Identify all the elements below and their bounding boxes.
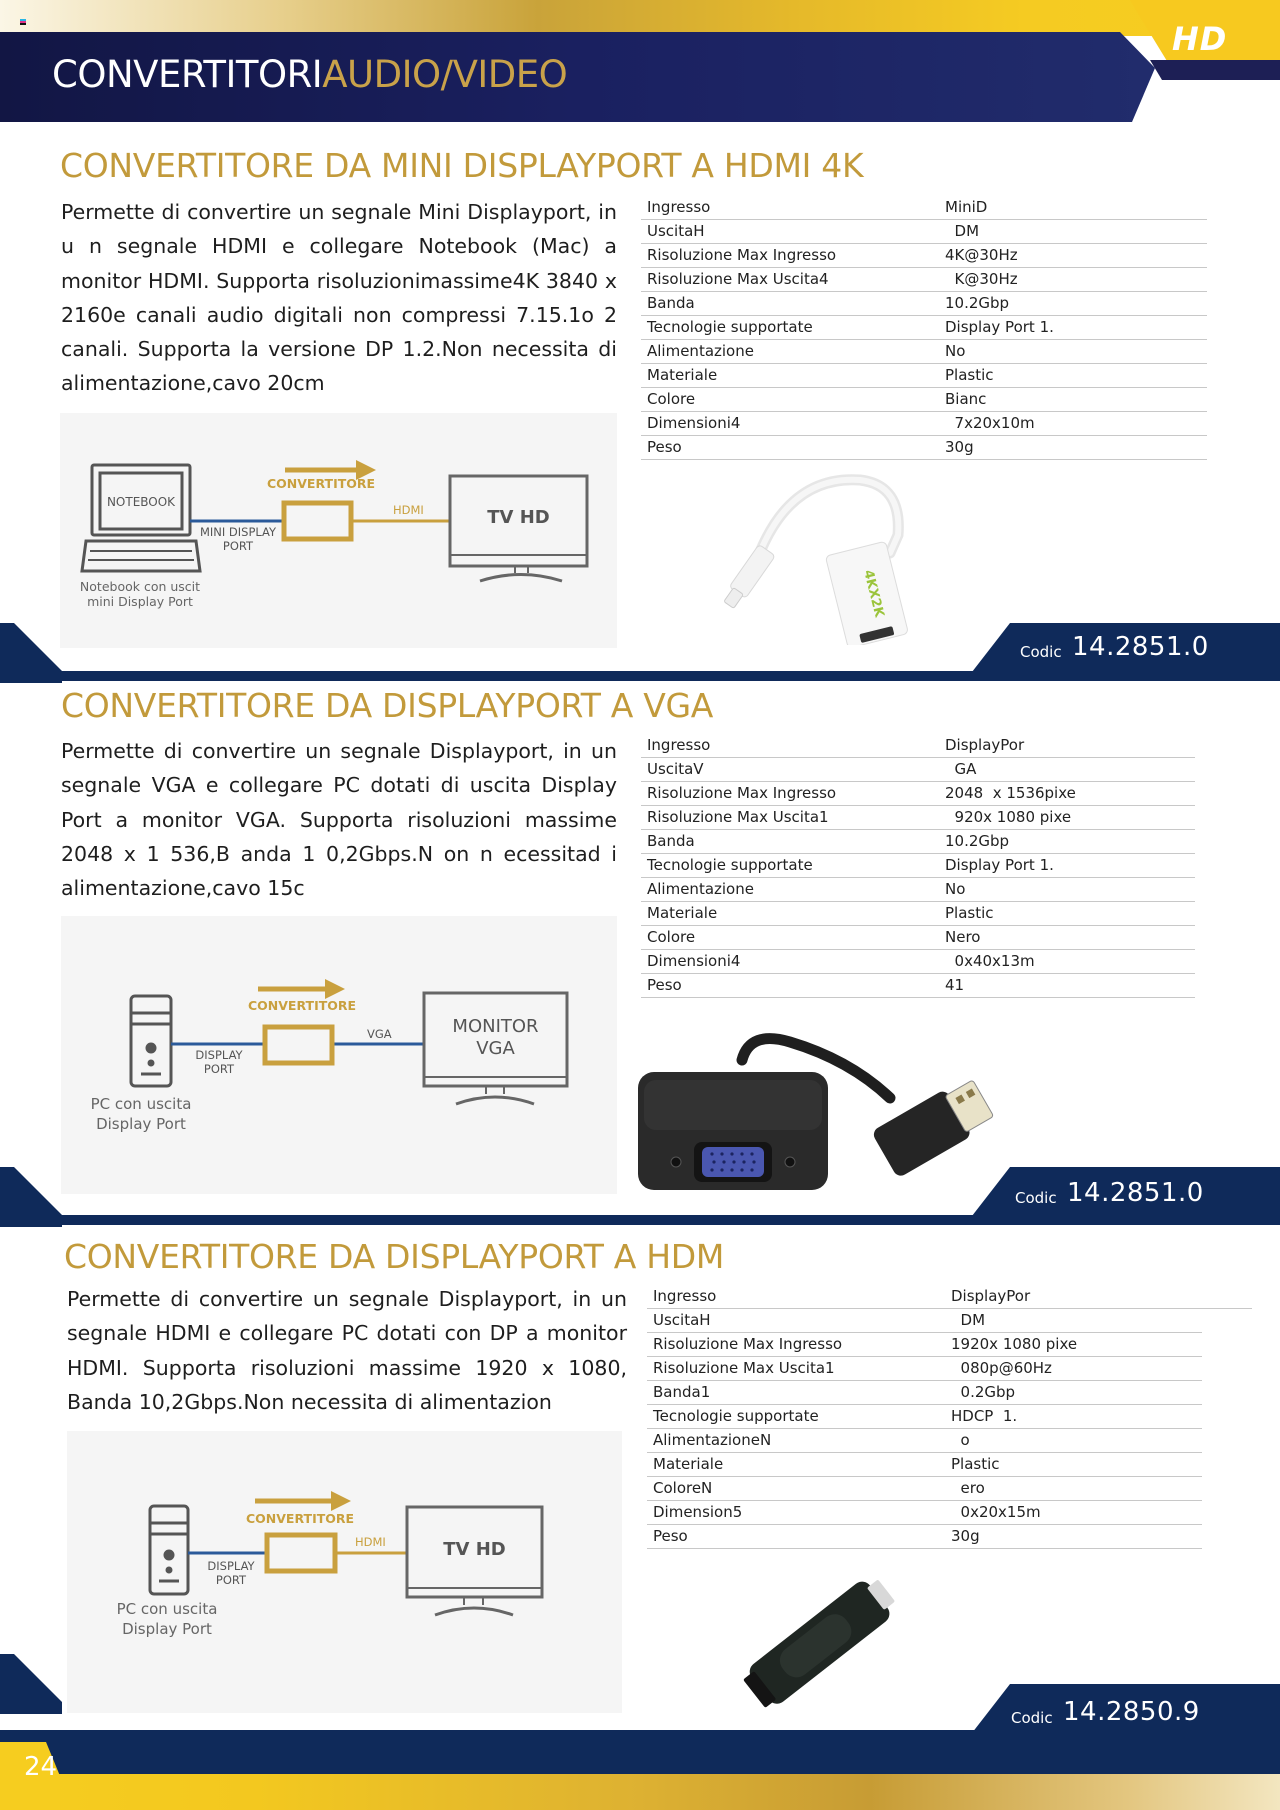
spec-label: Risoluzione Max Ingresso	[647, 246, 837, 264]
spec-value: 920x 1080 pixe	[945, 808, 1072, 826]
product-code-band	[0, 1167, 1280, 1227]
spec-label: Risoluzione Max Ingresso	[647, 784, 837, 802]
spec-label: Risoluzione Max Uscita1	[653, 1359, 835, 1377]
spec-value: 10.2Gbp	[945, 832, 1010, 850]
header-gold-strip	[0, 0, 1280, 36]
spec-value: Nero	[945, 928, 981, 946]
input-port-label: DISPLAY PORT	[195, 1048, 243, 1076]
spec-value: ero	[951, 1479, 985, 1497]
spec-label: Peso	[653, 1527, 688, 1545]
spec-row-materiale	[647, 1453, 1202, 1477]
spec-row-banda	[647, 1381, 1202, 1405]
spec-row-ris-ingresso	[647, 1333, 1202, 1357]
spec-label: Alimentazione	[647, 342, 754, 360]
spec-row-banda	[641, 292, 1207, 316]
spec-row-colore	[641, 926, 1195, 950]
product-image-white-adapter	[720, 465, 920, 645]
spec-value: DisplayPor	[945, 736, 1025, 754]
spec-row-ris-ingresso	[641, 244, 1207, 268]
hd-badge-shadow	[1150, 60, 1280, 80]
spec-row-tecnologie	[641, 316, 1207, 340]
source-caption: PC con uscita Display Port	[116, 1600, 218, 1638]
spec-value: 2048 x 1536pixe	[945, 784, 1076, 802]
svg-text:4KX2K: 4KX2K	[860, 568, 887, 619]
spec-label: Ingresso	[647, 736, 711, 754]
footer-gold-strip	[0, 1774, 1280, 1810]
page-title	[52, 52, 567, 98]
product-code: 14.2850.9	[1063, 1697, 1200, 1727]
spec-table	[647, 1285, 1202, 1549]
spec-row-colore	[641, 388, 1207, 412]
spec-row-ris-uscita	[647, 1357, 1202, 1381]
spec-value: No	[945, 880, 966, 898]
spec-label: Banda	[647, 294, 695, 312]
spec-value: 0x40x13m	[945, 952, 1035, 970]
output-port-label: HDMI	[355, 1535, 386, 1549]
monitor-label: MONITOR VGA	[452, 1016, 539, 1059]
spec-value: 0x20x15m	[951, 1503, 1041, 1521]
product-description: Permette di convertire un segnale Displayport, in un segnale VGA e collegare PC dotati di uscita Display Port a monitor VGA. Supporta risoluzioni massime 2048 x 1 536,B anda 1 0,2Gbps.N on n ecessitad i alimentazione,cavo 15c	[61, 739, 617, 901]
output-port-label: VGA	[367, 1027, 392, 1041]
product-image-vga-adapter	[630, 1020, 1030, 1190]
spec-row-ris-ingresso	[641, 782, 1195, 806]
spec-value: 41	[945, 976, 965, 994]
notebook-box-label: NOTEBOOK	[106, 495, 176, 509]
spec-label: Materiale	[647, 366, 718, 384]
spec-value: DM	[951, 1311, 986, 1329]
spec-label: Tecnologie supportate	[647, 856, 813, 874]
spec-label: UscitaV	[647, 760, 704, 778]
spec-row-materiale	[641, 902, 1195, 926]
connection-diagram	[61, 916, 617, 1194]
spec-label: Risoluzione Max Uscita4	[647, 270, 829, 288]
spec-label: Banda	[647, 832, 695, 850]
spec-value: 30g	[951, 1527, 980, 1545]
spec-row-colore	[647, 1477, 1202, 1501]
connection-diagram	[67, 1431, 622, 1713]
spec-label: UscitaH	[653, 1311, 711, 1329]
spec-table	[641, 196, 1207, 460]
spec-value: MiniD	[945, 198, 988, 216]
spec-row-dimensioni	[641, 950, 1195, 974]
input-port-label: MINI DISPLAY PORT	[199, 525, 277, 553]
spec-row-ingresso	[641, 734, 1195, 758]
converter-label: CONVERTITORE	[246, 1511, 355, 1526]
spec-row-ris-uscita	[641, 806, 1195, 830]
spec-row-peso	[647, 1525, 1202, 1549]
tv-label: TV HD	[487, 507, 550, 528]
tv-icon	[450, 476, 587, 581]
spec-value: Plastic	[945, 904, 994, 922]
spec-value: K@30Hz	[945, 270, 1018, 288]
spec-label: Dimensioni4	[647, 952, 741, 970]
converter-label: CONVERTITORE	[248, 998, 357, 1013]
spec-label: ColoreN	[653, 1479, 713, 1497]
spec-table	[641, 734, 1195, 998]
product-title: CONVERTITORE DA MINI DISPLAYPORT A HDMI 4K	[60, 146, 864, 185]
spec-value: 0.2Gbp	[951, 1383, 1016, 1401]
spec-label: AlimentazioneN	[653, 1431, 772, 1449]
spec-row-banda	[641, 830, 1195, 854]
spec-value: Plastic	[951, 1455, 1000, 1473]
converter-box-icon	[265, 1027, 332, 1063]
spec-value: HDCP 1.	[951, 1407, 1018, 1425]
code-label: Codic	[1020, 643, 1062, 661]
spec-label: Tecnologie supportate	[653, 1407, 819, 1425]
spec-label: Alimentazione	[647, 880, 754, 898]
spec-value: DM	[945, 222, 980, 240]
spec-row-ingresso	[647, 1285, 1252, 1309]
spec-label: Peso	[647, 438, 682, 456]
spec-label: Ingresso	[653, 1287, 717, 1305]
output-port-label: HDMI	[393, 503, 424, 517]
code-label: Codic	[1011, 1709, 1053, 1727]
spec-row-uscita	[641, 758, 1195, 782]
spec-value: Display Port 1.	[945, 856, 1054, 874]
spec-value: Display Port 1.	[945, 318, 1054, 336]
spec-value: Bianc	[945, 390, 987, 408]
tv-label: TV HD	[443, 1539, 506, 1560]
footer-band	[0, 1730, 1280, 1776]
product-title: CONVERTITORE DA DISPLAYPORT A VGA	[61, 686, 714, 725]
tv-icon	[407, 1507, 542, 1615]
spec-row-peso	[641, 436, 1207, 460]
spec-value: GA	[945, 760, 977, 778]
spec-value: 4K@30Hz	[945, 246, 1018, 264]
spec-label: Peso	[647, 976, 682, 994]
product-description: Permette di convertire un segnale Mini Displayport, in u n segnale HDMI e collegare Notebook (Mac) a monitor HDMI. Supporta risoluzionimassime4K 3840 x 2160e canali audio digitali non compressi 7.15.1o 2 canali. Supporta la versione DP 1.2.Non necessita di alimentazione,cavo 20cm	[61, 200, 617, 396]
connection-diagram	[60, 413, 617, 648]
spec-value: 30g	[945, 438, 974, 456]
converter-box-icon	[284, 503, 351, 539]
pc-tower-icon	[150, 1506, 188, 1594]
spec-label: Colore	[647, 390, 696, 408]
spec-label: UscitaH	[647, 222, 705, 240]
spec-value: Plastic	[945, 366, 994, 384]
page-number: 24	[24, 1752, 58, 1782]
spec-value: DisplayPor	[951, 1287, 1031, 1305]
spec-row-uscita	[647, 1309, 1202, 1333]
spec-row-alimentazione	[647, 1429, 1202, 1453]
spec-value: 1920x 1080 pixe	[951, 1335, 1078, 1353]
spec-row-ingresso	[641, 196, 1207, 220]
spec-label: Materiale	[647, 904, 718, 922]
spec-label: Banda1	[653, 1383, 711, 1401]
product-code: 14.2851.0	[1072, 632, 1209, 662]
spec-value: 7x20x10m	[945, 414, 1035, 432]
page-title-gold: AUDIO/VIDEO	[322, 53, 568, 96]
spec-label: Tecnologie supportate	[647, 318, 813, 336]
pc-tower-icon	[131, 996, 171, 1086]
hd-logo: HD	[1172, 20, 1228, 58]
spec-row-alimentazione	[641, 340, 1207, 364]
code-label: Codic	[1015, 1189, 1057, 1207]
spec-label: Ingresso	[647, 198, 711, 216]
product-description: Permette di convertire un segnale Displayport, in un segnale HDMI e collegare PC dotati con DP a monitor HDMI. Supporta risoluzioni massime 1920 x 1080, Banda 10,2Gbps.Non necessita di alimentazion	[67, 1287, 627, 1414]
spec-row-dimensioni	[647, 1501, 1202, 1525]
page-title-white: CONVERTITORI	[52, 53, 323, 96]
converter-label: CONVERTITORE	[267, 476, 376, 491]
spec-row-ris-uscita	[641, 268, 1207, 292]
converter-box-icon	[267, 1535, 335, 1571]
notebook-icon	[82, 465, 200, 571]
print-color-mark	[20, 19, 26, 27]
spec-row-peso	[641, 974, 1195, 998]
spec-value: 10.2Gbp	[945, 294, 1010, 312]
product-code-band	[0, 623, 1280, 683]
spec-row-tecnologie	[647, 1405, 1202, 1429]
spec-value: No	[945, 342, 966, 360]
spec-label: Materiale	[653, 1455, 724, 1473]
source-caption: PC con uscita Display Port	[90, 1095, 192, 1133]
product-code: 14.2851.0	[1067, 1178, 1204, 1208]
spec-label: Dimensioni4	[647, 414, 741, 432]
spec-row-uscita	[641, 220, 1207, 244]
spec-row-materiale	[641, 364, 1207, 388]
product-title: CONVERTITORE DA DISPLAYPORT A HDM	[64, 1237, 725, 1276]
spec-label: Risoluzione Max Uscita1	[647, 808, 829, 826]
spec-row-tecnologie	[641, 854, 1195, 878]
spec-value: 080p@60Hz	[951, 1359, 1052, 1377]
spec-value: o	[951, 1431, 970, 1449]
spec-row-alimentazione	[641, 878, 1195, 902]
input-port-label: DISPLAY PORT	[207, 1559, 255, 1587]
spec-label: Risoluzione Max Ingresso	[653, 1335, 843, 1353]
spec-label: Dimension5	[653, 1503, 743, 1521]
source-caption: Notebook con uscit mini Display Port	[79, 579, 201, 609]
spec-label: Colore	[647, 928, 696, 946]
spec-row-dimensioni	[641, 412, 1207, 436]
